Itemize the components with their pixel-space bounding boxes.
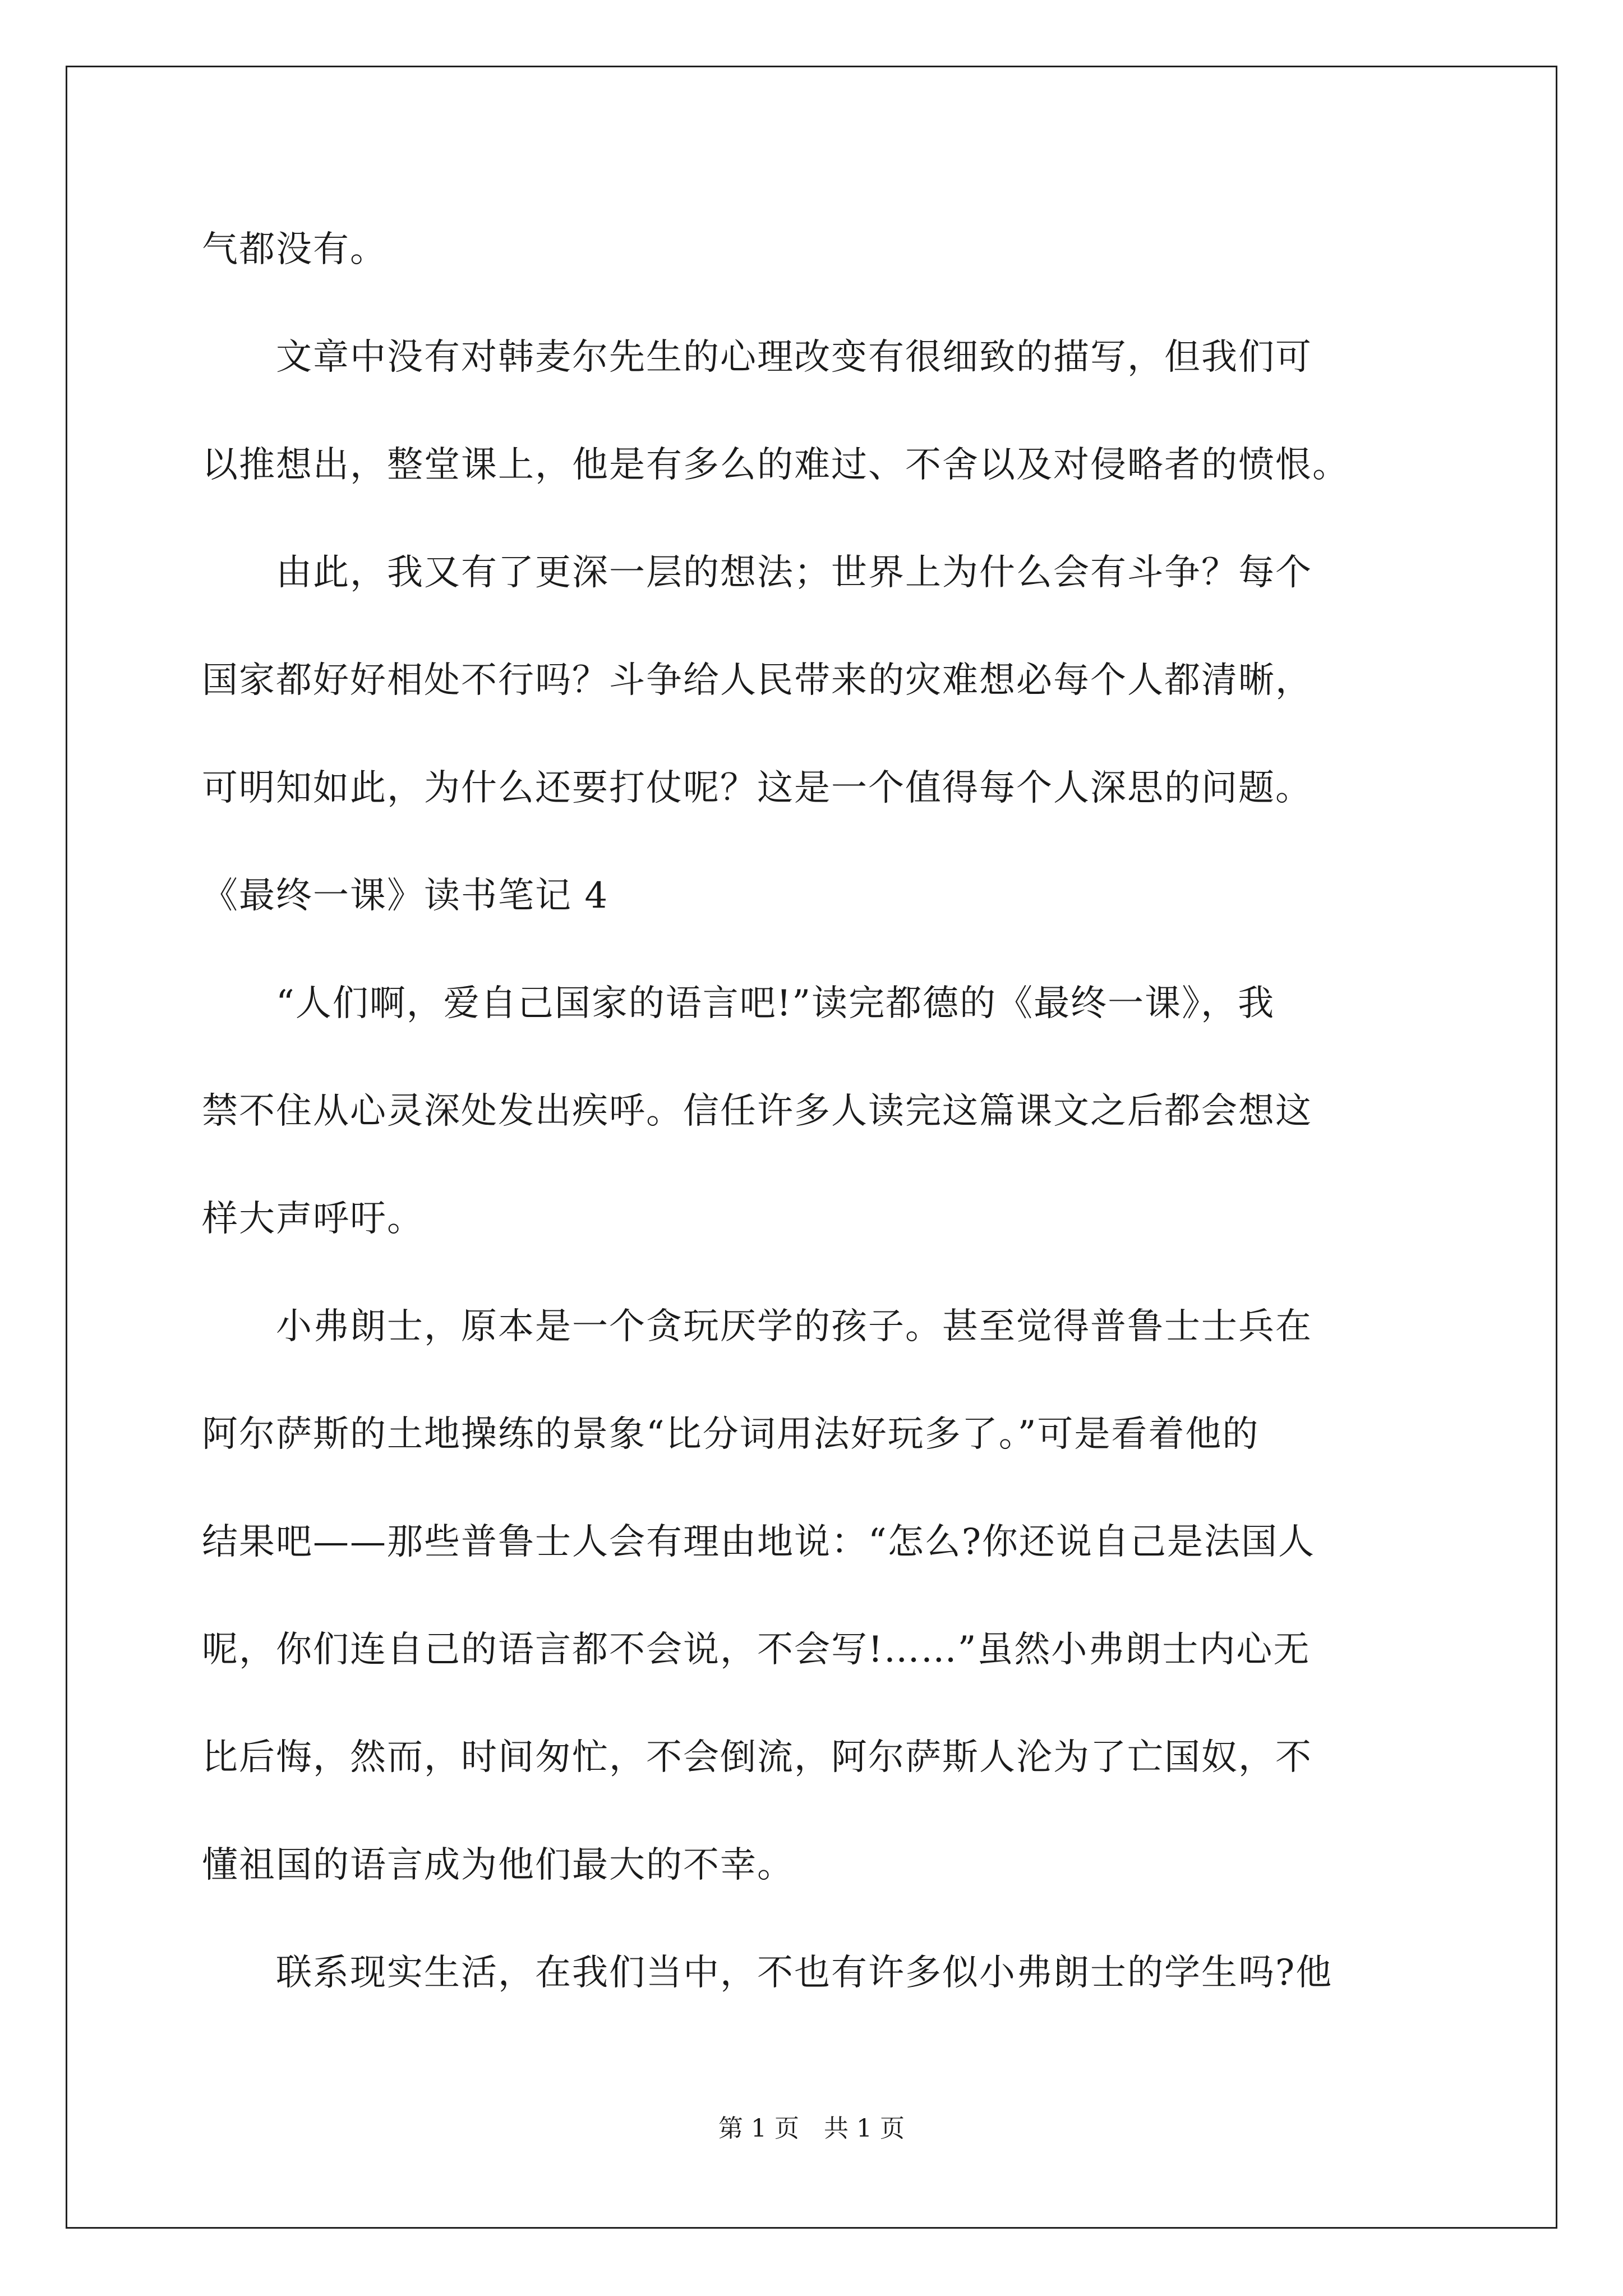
text-line: 联系现实生活，在我们当中，不也有许多似小弗朗士的学生吗?他 (202, 1952, 1333, 1994)
text-line: 由此，我又有了更深一层的想法；世界上为什么会有斗争？每个 (202, 552, 1312, 593)
text-line: 以推想出，整堂课上，他是有多么的难过、不舍以及对侵略者的愤恨。 (202, 444, 1349, 486)
text-line: 样大声呼吁。 (202, 1198, 424, 1240)
text-line: 小弗朗士，原本是一个贪玩厌学的孩子。甚至觉得普鲁士士兵在 (202, 1306, 1312, 1347)
text-line: 懂祖国的语言成为他们最大的不幸。 (202, 1844, 794, 1886)
text-line: 可明知如此，为什么还要打仗呢？这是一个值得每个人深思的问题。 (202, 767, 1312, 809)
text-line: 国家都好好相处不行吗？斗争给人民带来的灾难想必每个人都清晰， (202, 660, 1312, 701)
text-line: 比后悔，然而，时间匆忙，不会倒流，阿尔萨斯人沦为了亡国奴，不 (202, 1737, 1312, 1778)
text-line: 文章中没有对韩麦尔先生的心理改变有很细致的描写，但我们可 (202, 337, 1312, 378)
text-line: 禁不住从心灵深处发出疾呼。信任许多人读完这篇课文之后都会想这 (202, 1091, 1312, 1132)
section-heading: 《最终一课》读书笔记 4 (202, 875, 609, 917)
text-line: 气都没有。 (202, 229, 387, 270)
text-line: 阿尔萨斯的土地操练的景象“比分词用法好玩多了。”可是看着他的 (202, 1414, 1260, 1455)
page-border (66, 66, 1557, 2229)
text-line: 结果吧——那些普鲁士人会有理由地说：“怎么?你还说自己是法国人 (202, 1521, 1316, 1563)
text-line: 呢，你们连自己的语言都不会说，不会写!……”虽然小弗朗士内心无 (202, 1629, 1311, 1671)
text-line: “人们啊，爱自己国家的语言吧!”读完都德的《最终一课》，我 (202, 983, 1275, 1024)
page-number: 第 1 页 共 1 页 (718, 2114, 905, 2143)
